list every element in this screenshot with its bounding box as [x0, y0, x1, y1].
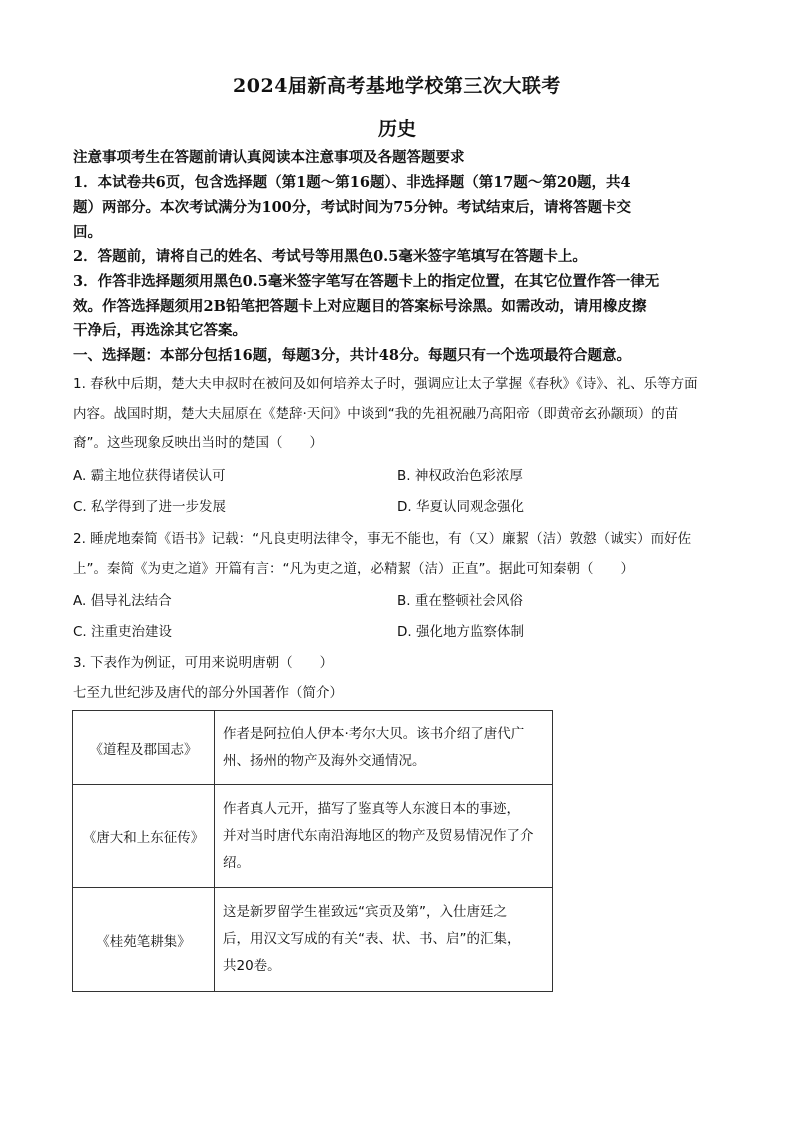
- q1-option-b: B. 神权政治色彩浓厚: [397, 468, 523, 484]
- table-row: [73, 711, 553, 785]
- notice-item-1-line-1: 1．本试卷共6页，包含选择题（第1题～第16题）、非选择题（第17题～第20题，共4: [73, 174, 631, 191]
- notice-item-1-line-2: 题）两部分。本次考试满分为100分，考试时间为75分钟。考试结束后，请将答题卡交: [73, 199, 631, 216]
- notice-heading: 注意事项考生在答题前请认真阅读本注意事项及各题答题要求: [73, 149, 465, 166]
- table-row: [73, 785, 553, 888]
- q1-stem-line-2: 内容。战国时期，楚大夫屈原在《楚辞·天问》中谈到“我的先祖祝融乃高阳帝（即黄帝玄孙颛顼）的苗: [73, 406, 679, 422]
- description-line: 绍。: [223, 854, 250, 871]
- description-line: 作者是阿拉伯人伊本·考尔大贝。该书介绍了唐代广: [223, 725, 525, 742]
- work-description: [215, 785, 553, 888]
- work-title: 《唐大和上东征传》: [73, 785, 215, 888]
- q2-option-a: A. 倡导礼法结合: [73, 593, 172, 609]
- work-title: 《桂苑笔耕集》: [73, 888, 215, 992]
- work-title: 《道程及郡国志》: [73, 711, 215, 785]
- description-line: 后，用汉文写成的有关“表、状、书、启”的汇集，: [223, 931, 521, 947]
- q3-table-caption: 七至九世纪涉及唐代的部分外国著作（简介）: [73, 685, 343, 701]
- description-line: 作者真人元开，描写了鉴真等人东渡日本的事迹，: [223, 800, 520, 817]
- q2-option-c: C. 注重吏治建设: [73, 624, 173, 640]
- q1-option-d: D. 华夏认同观念强化: [397, 499, 524, 515]
- q1-option-c: C. 私学得到了进一步发展: [73, 499, 227, 515]
- exam-title: 2024届新高考基地学校第三次大联考: [233, 75, 561, 97]
- notice-item-3-line-3: 干净后，再选涂其它答案。: [73, 322, 247, 339]
- description-line: 这是新罗留学生崔致远“宾贡及第”，入仕唐廷之: [223, 904, 507, 920]
- q1-stem-line-3: 裔”。这些现象反映出当时的楚国（ ）: [73, 435, 323, 451]
- description-line: 并对当时唐代东南沿海地区的物产及贸易情况作了介: [223, 827, 534, 844]
- notice-item-3-line-1: 3．作答非选择题须用黑色0.5毫米签字笔写在答题卡上的指定位置，在其它位置作答一律无: [73, 273, 660, 290]
- work-description: [215, 711, 553, 785]
- notice-item-1-line-3: 回。: [73, 224, 102, 241]
- q2-option-b: B. 重在整顿社会风俗: [397, 593, 523, 609]
- q1-stem-line-1: 1. 春秋中后期，楚大夫申叔时在被问及如何培养太子时，强调应让太子掌握《春秋》《诗》、礼、乐等方面: [73, 376, 698, 392]
- q3-stem: 3. 下表作为例证，可用来说明唐朝（ ）: [73, 655, 334, 671]
- notice-item-2: 2．答题前，请将自己的姓名、考试号等用黑色0.5毫米签字笔填写在答题卡上。: [73, 248, 587, 265]
- subject-title: 历史: [377, 118, 416, 140]
- q2-stem-line-2: 上”。秦简《为吏之道》开篇有言：“凡为吏之道，必精絜（洁）正直”。据此可知秦朝（ ）: [73, 561, 634, 577]
- foreign-works-table: [72, 710, 553, 992]
- work-description: [215, 888, 553, 992]
- q2-option-d: D. 强化地方监察体制: [397, 624, 524, 640]
- notice-item-3-line-2: 效。作答选择题须用2B铅笔把答题卡上对应题目的答案标号涂黑。如需改动，请用橡皮擦: [73, 298, 647, 315]
- q1-option-a: A. 霸主地位获得诸侯认可: [73, 468, 226, 484]
- description-line: 共20卷。: [223, 958, 281, 974]
- table-row: [73, 888, 553, 992]
- description-line: 州、扬州的物产及海外交通情况。: [223, 752, 426, 769]
- q2-stem-line-1: 2. 睡虎地秦简《语书》记载：“凡良吏明法律令，事无不能也，有（又）廉絜（洁）敦慤（诚实）而好佐: [73, 531, 692, 547]
- section-1-heading: 一、选择题：本部分包括16题，每题3分，共计48分。每题只有一个选项最符合题意。: [73, 347, 631, 364]
